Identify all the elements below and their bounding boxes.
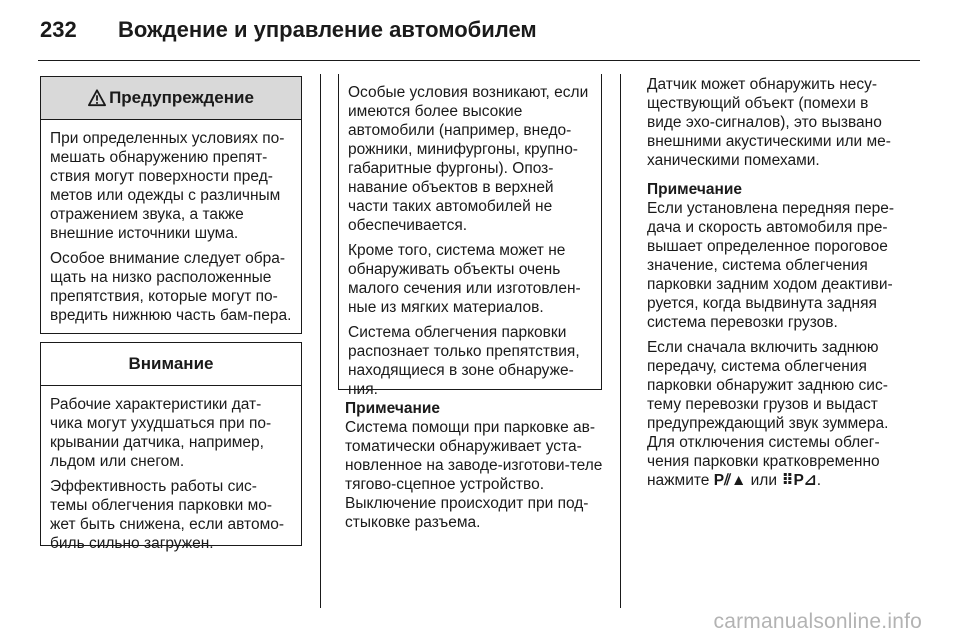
continued-paragraph: Система облегчения парковки распознает только препятствия, находящиеся в зоне обнаруже-ния. xyxy=(348,324,580,398)
continued-box-body xyxy=(339,74,601,413)
right-column xyxy=(647,75,907,496)
caution-box-body xyxy=(41,386,301,567)
warning-box-title: Предупреждение xyxy=(109,88,254,107)
page-header xyxy=(40,10,537,50)
header-divider xyxy=(38,60,920,61)
right-note-heading: Примечание xyxy=(647,181,742,198)
continued-warning-box xyxy=(338,74,602,398)
right-paragraph-2: Если сначала включить заднюю передачу, система облегчения парковки обнаружит заднюю сис-тему перевозки грузов и выдаст предупреждающий звук зуммера. Для отключения системы облег-чения парковки кратковременно нажмите P⫽▲ или ⠿P⊿. xyxy=(647,339,889,489)
column-divider-left xyxy=(320,74,321,608)
caution-paragraph: Эффективность работы сис-темы облегчения парковки мо-жет быть снижена, если автомо-биль сильно загружен. xyxy=(50,478,285,552)
page-title: Вождение и управление автомобилем xyxy=(118,17,537,42)
watermark: carmanualsonline.info xyxy=(713,610,922,633)
column-divider-right xyxy=(620,74,621,608)
warning-paragraph: Особое внимание следует обра-щать на низко расположенные препятствия, которые могут по-вредить нижнюю часть бам-пера. xyxy=(50,250,292,324)
warning-box-body xyxy=(41,120,301,339)
continued-paragraph: Кроме того, система может не обнаруживать объекты очень малого сечения или изготовлен-ные из мягких материалов. xyxy=(348,242,581,316)
park-assist-off-icon: ⠿P⊿ xyxy=(781,472,817,489)
continued-paragraph: Особые условия возникают, если имеются более высокие автомобили (например, внедо-рожники, минифургоны, крупно-габаритные фургоны). Опоз-навание объектов в верхней части таких автомобилей не обеспечивается. xyxy=(348,84,589,234)
park-assist-icon: P⫽▲ xyxy=(713,472,747,489)
caution-box-title: Внимание xyxy=(128,354,214,373)
note-text: Система помощи при парковке ав-томатически обнаруживает уста-новленное на заводе-изготови-теле тягово-сцепное устройство. Выключение происходит при под-стыковке разъема. xyxy=(345,419,603,531)
page-number: 232 xyxy=(40,17,77,42)
right-intro-paragraph: Датчик может обнаружить несу-ществующий объект (помехи в виде эхо-сигналов), это вызвано внешними акустическими или ме-ханическими помехами. xyxy=(647,76,891,169)
warning-box xyxy=(40,76,302,334)
caution-box xyxy=(40,342,302,552)
caution-box-header xyxy=(41,343,301,386)
middle-note xyxy=(345,399,605,538)
caution-paragraph: Рабочие характеристики дат-чика могут ухудшаться при по-крывании датчика, например, льдом или снегом. xyxy=(50,396,272,470)
note-heading: Примечание xyxy=(345,400,440,417)
right-note-text: Если установлена передняя пере-дача и скорость автомобиля пре-вышает определенное пороговое значение, система облегчения парковки задним ходом деактиви-руется, когда выдвинута задняя система перевозки грузов. xyxy=(647,200,895,331)
warning-paragraph: При определенных условиях по-мешать обнаружению препят-ствия могут поверхности пред-метов или одежды с различным отражением звука, а также внешние источники шума. xyxy=(50,130,285,242)
warning-triangle-icon xyxy=(88,89,106,107)
warning-box-header xyxy=(41,77,301,120)
